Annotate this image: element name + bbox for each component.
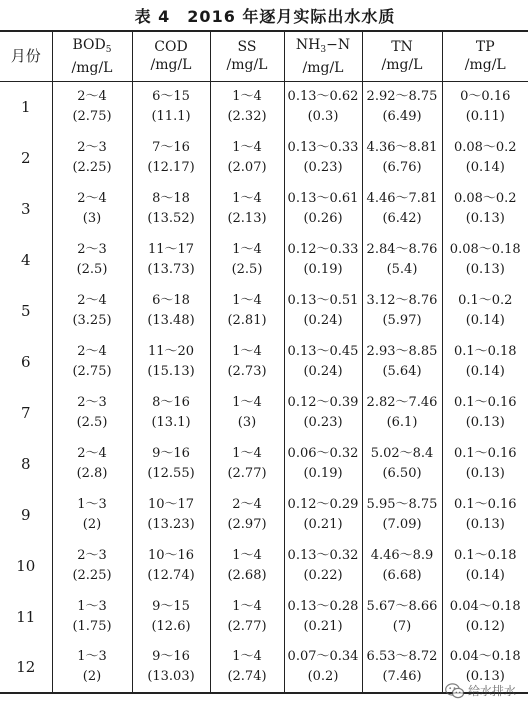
nh3n-cell [284, 285, 362, 336]
header-bod5-name: $BOD_5$ [72, 36, 112, 55]
bod5-range: 2～4 [77, 190, 107, 206]
cod-average: (12.6) [151, 618, 191, 634]
tp-range: 0.08～0.2 [453, 139, 517, 155]
tn-cell [362, 336, 442, 387]
ss-average: (2.73) [227, 363, 267, 379]
cod-average: (13.48) [147, 312, 195, 328]
cod-average: (13.1) [151, 414, 191, 430]
nh3n-range: 0.13～0.51 [287, 292, 359, 308]
month-cell: 10 [0, 540, 52, 591]
header-nh3n [284, 31, 362, 81]
header-row [0, 31, 528, 81]
bod5-cell [52, 81, 132, 132]
cod-cell [132, 642, 210, 693]
ss-average: (2.32) [227, 108, 267, 124]
table-row [0, 81, 528, 132]
ss-average: (2.97) [227, 516, 267, 532]
tp-average: (0.13) [465, 669, 505, 684]
bod5-range: 2～4 [77, 343, 107, 359]
bod5-range: 1～3 [77, 598, 107, 614]
tn-cell [362, 591, 442, 642]
month-cell: 7 [0, 387, 52, 438]
nh3n-range: 0.13～0.33 [287, 139, 359, 155]
cod-cell [132, 183, 210, 234]
tp-range: 0.1～0.16 [453, 445, 517, 461]
table-title: 表 4 2016 年逐月实际出水水质 [134, 7, 396, 26]
bod5-range: 2～3 [77, 547, 107, 563]
tn-range: 6.53～8.72 [366, 649, 438, 664]
watermark-text: 给水排水 [467, 684, 516, 698]
ss-cell [210, 642, 284, 693]
tp-cell [442, 591, 528, 642]
tp-average: (0.12) [465, 618, 505, 634]
water-quality-table [0, 30, 528, 694]
ss-range: 1～4 [232, 649, 262, 664]
bod5-cell [52, 336, 132, 387]
bod5-cell [52, 489, 132, 540]
cod-range: 6～15 [152, 88, 190, 104]
ss-cell [210, 387, 284, 438]
tp-range: 0.1～0.18 [453, 547, 517, 563]
tp-cell [442, 489, 528, 540]
cod-average: (13.73) [147, 261, 195, 277]
table-row [0, 336, 528, 387]
table-row [0, 183, 528, 234]
tn-range: 5.67～8.66 [366, 598, 438, 614]
tp-range: 0.04～0.18 [449, 649, 521, 664]
nh3n-cell [284, 81, 362, 132]
nh3n-average: (0.23) [303, 159, 343, 175]
bod5-cell [52, 234, 132, 285]
tp-average: (0.13) [465, 414, 505, 430]
nh3n-range: 0.13～0.32 [287, 547, 359, 563]
nh3n-cell [284, 591, 362, 642]
cod-cell [132, 438, 210, 489]
bod5-cell [52, 540, 132, 591]
cod-average: (12.55) [147, 465, 195, 481]
tp-range: 0.1～0.16 [453, 394, 517, 410]
bod5-average: (3) [82, 210, 102, 226]
nh3n-average: (0.19) [303, 261, 343, 277]
nh3n-average: (0.21) [303, 516, 343, 532]
nh3n-average: (0.3) [307, 108, 339, 124]
tn-range: 4.36～8.81 [366, 139, 438, 155]
tp-average: (0.13) [465, 210, 505, 226]
bod5-average: (2.5) [76, 414, 108, 430]
header-bod5-unit: /mg/L [71, 59, 113, 76]
ss-range: 1～4 [232, 547, 262, 563]
tn-average: (6.42) [382, 210, 422, 226]
tn-cell [362, 489, 442, 540]
tn-range: 5.95～8.75 [366, 496, 438, 512]
month-cell: 9 [0, 489, 52, 540]
nh3n-range: 0.12～0.33 [287, 241, 359, 257]
tn-range: 5.02～8.4 [370, 445, 434, 461]
ss-cell [210, 336, 284, 387]
watermark [445, 682, 516, 699]
bod5-cell [52, 285, 132, 336]
table-row [0, 132, 528, 183]
tp-cell [442, 285, 528, 336]
tp-range: 0.1～0.16 [453, 496, 517, 512]
tn-range: 4.46～8.9 [370, 547, 434, 563]
month-cell: 11 [0, 591, 52, 642]
nh3n-average: (0.26) [303, 210, 343, 226]
tn-range: 3.12～8.76 [366, 292, 438, 308]
bod5-range: 2～4 [77, 445, 107, 461]
cod-cell [132, 234, 210, 285]
header-cod [132, 31, 210, 81]
header-tp-unit: /mg/L [464, 57, 506, 74]
month-cell: 3 [0, 183, 52, 234]
header-month-label: 月份 [10, 47, 41, 66]
nh3n-cell [284, 132, 362, 183]
nh3n-range: 0.12～0.29 [287, 496, 359, 512]
table-header [0, 31, 528, 81]
tp-cell [442, 387, 528, 438]
nh3n-average: (0.21) [303, 618, 343, 634]
nh3n-cell [284, 234, 362, 285]
month-cell: 12 [0, 642, 52, 693]
cod-average: (13.52) [147, 210, 195, 226]
tn-average: (6.49) [382, 108, 422, 124]
tn-average: (6.1) [386, 414, 418, 430]
bod5-range: 2～3 [77, 241, 107, 257]
cod-average: (11.1) [151, 108, 191, 124]
bod5-average: (2.75) [72, 108, 112, 124]
tn-average: (7.09) [382, 516, 422, 532]
table-row [0, 489, 528, 540]
month-cell: 8 [0, 438, 52, 489]
ss-cell [210, 540, 284, 591]
ss-range: 2～4 [232, 496, 262, 512]
bod5-range: 2～4 [77, 292, 107, 308]
header-bod5 [52, 31, 132, 81]
cod-cell [132, 540, 210, 591]
tn-average: (7.46) [382, 669, 422, 684]
tn-cell [362, 540, 442, 591]
cod-range: 7～16 [152, 139, 190, 155]
bod5-average: (2) [82, 516, 102, 532]
cod-range: 8～16 [152, 394, 190, 410]
bod5-range: 1～3 [77, 496, 107, 512]
bod5-range: 1～3 [77, 649, 107, 664]
tp-average: (0.14) [465, 312, 505, 328]
header-ss-unit: /mg/L [226, 57, 268, 74]
table-row [0, 540, 528, 591]
nh3n-range: 0.06～0.32 [287, 445, 359, 461]
tp-cell [442, 183, 528, 234]
ss-average: (2.68) [227, 567, 267, 583]
tp-cell [442, 438, 528, 489]
cod-average: (12.74) [147, 567, 195, 583]
bod5-average: (2.25) [72, 567, 112, 583]
header-nh3n-name: $NH_3-N$ [295, 36, 351, 55]
month-cell: 4 [0, 234, 52, 285]
ss-range: 1～4 [232, 343, 262, 359]
nh3n-range: 0.13～0.61 [287, 190, 359, 206]
ss-cell [210, 438, 284, 489]
bod5-average: (2.8) [76, 465, 108, 481]
ss-average: (2.13) [227, 210, 267, 226]
header-cod-name: COD [154, 39, 188, 56]
nh3n-cell [284, 387, 362, 438]
bod5-range: 2～4 [77, 88, 107, 104]
header-cod-unit: /mg/L [150, 57, 192, 74]
tn-range: 2.84～8.76 [366, 241, 438, 257]
bod5-cell [52, 183, 132, 234]
tn-cell [362, 438, 442, 489]
nh3n-range: 0.13～0.45 [287, 343, 359, 359]
bod5-cell [52, 642, 132, 693]
tn-cell [362, 183, 442, 234]
table-body [0, 81, 528, 693]
tp-range: 0.1～0.18 [453, 343, 517, 359]
tp-cell [442, 132, 528, 183]
ss-range: 1～4 [232, 190, 262, 206]
cod-average: (15.13) [147, 363, 195, 379]
bod5-average: (2.5) [76, 261, 108, 277]
cod-cell [132, 285, 210, 336]
tn-average: (6.68) [382, 567, 422, 583]
nh3n-cell [284, 489, 362, 540]
tp-average: (0.13) [465, 465, 505, 481]
cod-cell [132, 132, 210, 183]
nh3n-cell [284, 438, 362, 489]
tn-average: (7) [392, 618, 412, 634]
nh3n-average: (0.23) [303, 414, 343, 430]
header-nh3n-unit: /mg/L [302, 59, 344, 76]
header-tn-unit: /mg/L [381, 57, 423, 74]
tn-cell [362, 81, 442, 132]
bod5-cell [52, 132, 132, 183]
nh3n-average: (0.24) [303, 312, 343, 328]
tp-average: (0.14) [465, 159, 505, 175]
month-cell: 5 [0, 285, 52, 336]
bod5-cell [52, 387, 132, 438]
ss-range: 1～4 [232, 241, 262, 257]
month-cell: 1 [0, 81, 52, 132]
nh3n-range: 0.07～0.34 [287, 649, 359, 664]
tn-average: (5.4) [386, 261, 418, 277]
tn-range: 2.93～8.85 [366, 343, 438, 359]
nh3n-range: 0.13～0.62 [287, 88, 359, 104]
tn-average: (5.97) [382, 312, 422, 328]
tp-range: 0.08～0.2 [453, 190, 517, 206]
ss-range: 1～4 [232, 598, 262, 614]
ss-range: 1～4 [232, 139, 262, 155]
header-ss-name: SS [237, 39, 257, 56]
bod5-average: (3.25) [72, 312, 112, 328]
tn-range: 2.82～7.46 [366, 394, 438, 410]
cod-range: 11～17 [147, 241, 195, 257]
ss-range: 1～4 [232, 394, 262, 410]
ss-average: (2.07) [227, 159, 267, 175]
cod-range: 9～15 [152, 598, 190, 614]
tn-average: (6.50) [382, 465, 422, 481]
wechat-icon [445, 683, 465, 699]
tp-range: 0.04～0.18 [449, 598, 521, 614]
cod-range: 9～16 [152, 649, 190, 664]
tn-average: (5.64) [382, 363, 422, 379]
cod-cell [132, 387, 210, 438]
table-row [0, 285, 528, 336]
bod5-average: (2.25) [72, 159, 112, 175]
cod-range: 10～17 [147, 496, 195, 512]
nh3n-average: (0.22) [303, 567, 343, 583]
cod-average: (13.03) [147, 669, 195, 684]
tp-range: 0～0.16 [460, 88, 511, 104]
tp-range: 0.08～0.18 [449, 241, 521, 257]
nh3n-average: (0.2) [307, 669, 339, 684]
nh3n-average: (0.19) [303, 465, 343, 481]
tn-cell [362, 132, 442, 183]
ss-average: (2.74) [227, 669, 267, 684]
header-tp-name: TP [475, 39, 495, 56]
table-row [0, 591, 528, 642]
tn-cell [362, 285, 442, 336]
cod-range: 6～18 [152, 292, 190, 308]
tp-cell [442, 540, 528, 591]
ss-cell [210, 81, 284, 132]
nh3n-average: (0.24) [303, 363, 343, 379]
ss-cell [210, 285, 284, 336]
ss-average: (3) [237, 414, 257, 430]
tp-average: (0.14) [465, 363, 505, 379]
ss-range: 1～4 [232, 445, 262, 461]
bod5-average: (2) [82, 669, 102, 684]
ss-range: 1～4 [232, 88, 262, 104]
header-tp [442, 31, 528, 81]
ss-cell [210, 183, 284, 234]
nh3n-cell [284, 642, 362, 693]
tn-average: (6.76) [382, 159, 422, 175]
ss-cell [210, 234, 284, 285]
bod5-cell [52, 591, 132, 642]
ss-cell [210, 132, 284, 183]
ss-average: (2.5) [231, 261, 263, 277]
tn-cell [362, 387, 442, 438]
cod-range: 11～20 [147, 343, 195, 359]
tp-cell [442, 336, 528, 387]
cod-range: 10～16 [147, 547, 195, 563]
header-tn [362, 31, 442, 81]
cod-range: 9～16 [152, 445, 190, 461]
cod-cell [132, 591, 210, 642]
nh3n-range: 0.13～0.28 [287, 598, 359, 614]
bod5-range: 2～3 [77, 139, 107, 155]
nh3n-cell [284, 336, 362, 387]
nh3n-range: 0.12～0.39 [287, 394, 359, 410]
tn-range: 2.92～8.75 [366, 88, 438, 104]
table-row [0, 438, 528, 489]
tn-cell [362, 234, 442, 285]
table-row [0, 234, 528, 285]
ss-average: (2.77) [227, 465, 267, 481]
ss-cell [210, 591, 284, 642]
bod5-cell [52, 438, 132, 489]
cod-average: (13.23) [147, 516, 195, 532]
ss-average: (2.77) [227, 618, 267, 634]
nh3n-cell [284, 183, 362, 234]
cod-average: (12.17) [147, 159, 195, 175]
tp-average: (0.11) [465, 108, 505, 124]
header-tn-name: TN [391, 39, 413, 56]
tn-cell [362, 642, 442, 693]
bod5-range: 2～3 [77, 394, 107, 410]
nh3n-cell [284, 540, 362, 591]
cod-cell [132, 81, 210, 132]
cod-range: 8～18 [152, 190, 190, 206]
tp-average: (0.14) [465, 567, 505, 583]
tp-average: (0.13) [465, 261, 505, 277]
tp-cell [442, 234, 528, 285]
tn-range: 4.46～7.81 [366, 190, 438, 206]
cod-cell [132, 489, 210, 540]
bod5-average: (2.75) [72, 363, 112, 379]
ss-range: 1～4 [232, 292, 262, 308]
table-row [0, 387, 528, 438]
bod5-average: (1.75) [72, 618, 112, 634]
header-month [0, 31, 52, 81]
ss-average: (2.81) [227, 312, 267, 328]
month-cell: 6 [0, 336, 52, 387]
cod-cell [132, 336, 210, 387]
month-cell: 2 [0, 132, 52, 183]
tp-cell [442, 81, 528, 132]
header-ss [210, 31, 284, 81]
tp-average: (0.13) [465, 516, 505, 532]
tp-range: 0.1～0.2 [458, 292, 513, 308]
ss-cell [210, 489, 284, 540]
